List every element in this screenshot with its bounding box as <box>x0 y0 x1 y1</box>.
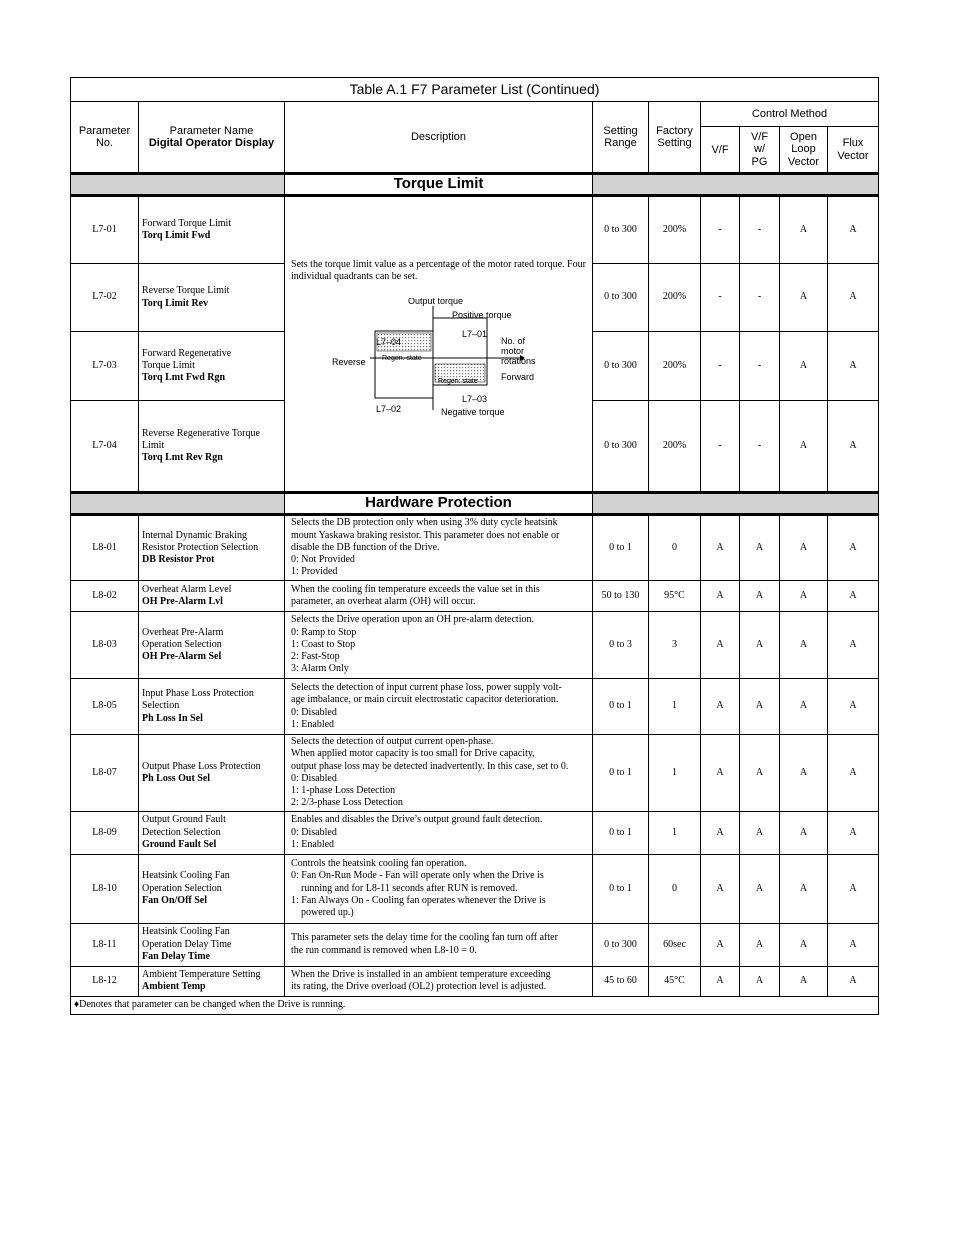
param-name-text: Operation Selection <box>142 882 222 894</box>
param-name-cell <box>139 401 285 493</box>
flux-vector-cell: A <box>828 923 879 966</box>
description-line: the run command is removed when L8-10 = 0. <box>291 944 477 956</box>
regen-state-label-upper: Regen. state <box>382 354 422 362</box>
description-line: When the cooling fin temperature exceeds the value set in this <box>291 583 540 595</box>
l7-01-label: L7–01 <box>462 328 488 339</box>
flux-vector-cell: A <box>828 854 879 923</box>
description-cell <box>285 515 593 581</box>
param-name-text: Output Phase Loss Protection <box>142 760 261 772</box>
description-cell <box>285 966 593 996</box>
factory-setting-cell: 1 <box>649 735 701 812</box>
vf-pg-cell: - <box>740 332 780 401</box>
section-header-torque-limit <box>71 174 879 196</box>
table-row <box>71 854 879 923</box>
param-name-text: Output Ground Fault <box>142 814 226 826</box>
param-name-text: Reverse Torque Limit <box>142 285 230 297</box>
open-loop-vector-cell: A <box>780 923 828 966</box>
param-no-cell: L8-02 <box>71 581 139 612</box>
factory-setting-cell: 95°C <box>649 581 701 612</box>
flux-vector-cell: A <box>828 515 879 581</box>
param-name-cell <box>139 966 285 996</box>
section-title-torque-limit: Torque Limit <box>285 174 593 196</box>
description-line: Selects the detection of input current phase loss, power supply volt- <box>291 681 562 693</box>
description-line: Selects the detection of output current open-phase. <box>291 736 494 747</box>
description-line: When applied motor capacity is too small for Drive capacity, <box>291 748 535 760</box>
param-name-text: Limit <box>142 439 165 451</box>
description-cell <box>285 679 593 735</box>
param-name-text: Ambient Temperature Setting <box>142 968 261 980</box>
factory-setting-cell: 60sec <box>649 923 701 966</box>
setting-range-cell: 0 to 1 <box>593 854 649 923</box>
param-name-text: Input Phase Loss Protection <box>142 688 254 700</box>
vf-pg-cell: A <box>740 581 780 612</box>
table-row <box>71 735 879 812</box>
description-cell <box>285 923 593 966</box>
vf-cell: A <box>701 612 740 679</box>
flux-vector-cell: A <box>828 679 879 735</box>
vf-pg-cell: A <box>740 515 780 581</box>
setting-range-cell: 0 to 1 <box>593 679 649 735</box>
table-row <box>71 811 879 854</box>
description-line: 0: Disabled <box>291 826 337 838</box>
reverse-label: Reverse <box>332 356 366 367</box>
section-fill-right <box>593 493 879 515</box>
table-title: Table A.1 F7 Parameter List (Continued) <box>71 78 879 102</box>
section-fill-left <box>71 174 285 196</box>
param-no-cell: L8-05 <box>71 679 139 735</box>
header-vf: V/F <box>701 127 740 174</box>
description-line: Selects the DB protection only when using 3% duty cycle heatsink <box>291 517 558 529</box>
header-control-method: Control Method <box>701 102 879 127</box>
flux-vector-cell: A <box>828 966 879 996</box>
param-no-cell: L8-07 <box>71 735 139 812</box>
section-fill-left <box>71 493 285 515</box>
description-line: 1: Enabled <box>291 718 335 730</box>
torque-description-text: Sets the torque limit value as a percentage of the motor rated torque. Four individual quadrants can be set. <box>291 259 586 283</box>
param-name-text: Operation Delay Time <box>142 938 232 950</box>
param-no-cell: L8-11 <box>71 923 139 966</box>
vf-cell: - <box>701 264 740 332</box>
param-name-text: Overheat Alarm Level <box>142 583 232 595</box>
setting-range-cell: 0 to 3 <box>593 612 649 679</box>
flux-vector-cell: A <box>828 735 879 812</box>
param-no-cell: L7-02 <box>71 264 139 332</box>
open-loop-vector-cell: A <box>780 515 828 581</box>
vf-pg-cell: A <box>740 612 780 679</box>
operator-display-text: Ph Loss In Sel <box>142 712 203 724</box>
forward-label: Forward <box>501 371 535 382</box>
vf-cell: A <box>701 923 740 966</box>
reverse-lower-box <box>375 358 433 398</box>
open-loop-vector-cell: A <box>780 581 828 612</box>
operator-display-text: Ground Fault Sel <box>142 838 217 850</box>
section-fill-right <box>593 174 879 196</box>
description-line: When the Drive is installed in an ambient temperature exceeding <box>291 968 551 980</box>
footnote: ♦Denotes that parameter can be changed when the Drive is running. <box>71 996 879 1014</box>
description-line: powered up.) <box>301 907 354 919</box>
table-row <box>71 515 879 581</box>
vf-cell: A <box>701 854 740 923</box>
description-cell <box>285 612 593 679</box>
description-line: 1: Fan Always On - Cooling fan operates whenever the Drive is <box>291 894 546 906</box>
vf-cell: A <box>701 581 740 612</box>
header-open-loop-vector: Open Loop Vector <box>780 127 828 174</box>
operator-display-text: OH Pre-Alarm Sel <box>142 651 222 663</box>
factory-setting-cell: 200% <box>649 196 701 264</box>
param-no-cell: L7-03 <box>71 332 139 401</box>
description-cell <box>285 854 593 923</box>
negative-torque-label: Negative torque <box>441 406 505 417</box>
open-loop-vector-cell: A <box>780 612 828 679</box>
param-name-cell <box>139 515 285 581</box>
open-loop-vector-cell: A <box>780 735 828 812</box>
vf-cell: A <box>701 515 740 581</box>
description-cell <box>285 811 593 854</box>
param-no-cell: L8-03 <box>71 612 139 679</box>
open-loop-vector-cell: A <box>780 854 828 923</box>
operator-display-text: Torq Limit Fwd <box>142 230 211 241</box>
vf-pg-cell: - <box>740 401 780 493</box>
param-name-text: Detection Selection <box>142 826 221 838</box>
factory-setting-cell: 200% <box>649 401 701 493</box>
section-header-hardware-protection <box>71 493 879 515</box>
setting-range-cell: 0 to 300 <box>593 923 649 966</box>
param-name-cell <box>139 196 285 264</box>
operator-display-text: Ph Loss Out Sel <box>142 772 211 784</box>
setting-range-cell: 0 to 1 <box>593 735 649 812</box>
table-row <box>71 196 879 264</box>
description-line: 0: Ramp to Stop <box>291 626 357 638</box>
param-name-text: Resistor Protection Selection <box>142 541 259 553</box>
vf-cell: A <box>701 735 740 812</box>
table-row <box>71 966 879 996</box>
rotations-label-3: rotations <box>501 355 536 366</box>
vf-cell: - <box>701 196 740 264</box>
param-name-cell <box>139 854 285 923</box>
param-no-cell: L7-01 <box>71 196 139 264</box>
flux-vector-cell: A <box>828 332 879 401</box>
open-loop-vector-cell: A <box>780 679 828 735</box>
description-line: 1: Coast to Stop <box>291 638 356 650</box>
header-param-no: Parameter No. <box>71 102 139 174</box>
param-no-cell: L8-01 <box>71 515 139 581</box>
parameter-table <box>70 77 879 1015</box>
param-name-text: Heatsink Cooling Fan <box>142 870 230 882</box>
open-loop-vector-cell: A <box>780 196 828 264</box>
setting-range-cell: 0 to 1 <box>593 515 649 581</box>
description-line: 0: Fan On-Run Mode - Fan will operate only when the Drive is <box>291 870 544 882</box>
param-name-cell <box>139 581 285 612</box>
description-line: 1: Provided <box>291 566 338 578</box>
description-line: its rating, the Drive overload (OL2) protection level is adjusted. <box>291 981 547 993</box>
operator-display-text: Fan Delay Time <box>142 950 210 962</box>
description-line: 1: Enabled <box>291 838 335 850</box>
description-line: 0: Disabled <box>291 706 337 718</box>
rotations-label-2: motor <box>501 345 525 356</box>
operator-display-text: Torq Lmt Fwd Rgn <box>142 372 226 384</box>
flux-vector-cell: A <box>828 612 879 679</box>
description-line: 1: 1-phase Loss Detection <box>291 785 396 797</box>
param-name-cell <box>139 811 285 854</box>
param-name-cell <box>139 612 285 679</box>
factory-setting-cell: 200% <box>649 332 701 401</box>
flux-vector-cell: A <box>828 196 879 264</box>
open-loop-vector-cell: A <box>780 966 828 996</box>
section-title-hardware-protection: Hardware Protection <box>285 493 593 515</box>
description-line: Controls the heatsink cooling fan operation. <box>291 858 467 870</box>
table-row <box>71 581 879 612</box>
open-loop-vector-cell: A <box>780 332 828 401</box>
flux-vector-cell: A <box>828 401 879 493</box>
output-torque-label: Output torque <box>408 297 464 306</box>
factory-setting-cell: 45°C <box>649 966 701 996</box>
vf-cell: - <box>701 401 740 493</box>
param-name-text: Torque Limit <box>142 359 195 371</box>
param-name-text: Heatsink Cooling Fan <box>142 926 230 938</box>
vf-pg-cell: A <box>740 923 780 966</box>
setting-range-cell: 0 to 300 <box>593 332 649 401</box>
header-vf-pg: V/F w/ PG <box>740 127 780 174</box>
vf-pg-cell: A <box>740 966 780 996</box>
setting-range-cell: 50 to 130 <box>593 581 649 612</box>
description-line: 0: Disabled <box>291 772 337 784</box>
description-line: parameter, an overheat alarm (OH) will occur. <box>291 596 476 607</box>
description-line: 0: Not Provided <box>291 554 355 566</box>
factory-setting-cell: 1 <box>649 811 701 854</box>
rotations-label-1: No. of <box>501 335 526 346</box>
vf-cell: - <box>701 332 740 401</box>
operator-display-text: Ambient Temp <box>142 981 206 993</box>
header-param-name: Parameter Name Digital Operator Display <box>139 102 285 174</box>
factory-setting-cell: 3 <box>649 612 701 679</box>
l7-03-label: L7–03 <box>462 393 488 404</box>
vf-pg-cell: - <box>740 196 780 264</box>
factory-setting-cell: 0 <box>649 854 701 923</box>
param-name-text: Forward Torque Limit <box>142 217 232 229</box>
description-line: disable the DB function of the Drive. <box>291 541 440 553</box>
description-cell <box>285 581 593 612</box>
param-name-text: Operation Selection <box>142 638 222 650</box>
setting-range-cell: 0 to 300 <box>593 196 649 264</box>
vf-pg-cell: A <box>740 854 780 923</box>
torque-limit-quadrant-diagram <box>330 298 550 438</box>
description-line: 2: Fast-Stop <box>291 651 340 663</box>
vf-cell: A <box>701 679 740 735</box>
vf-cell: A <box>701 811 740 854</box>
param-name-cell <box>139 679 285 735</box>
setting-range-cell: 45 to 60 <box>593 966 649 996</box>
factory-setting-cell: 0 <box>649 515 701 581</box>
description-line: 3: Alarm Only <box>291 663 349 675</box>
open-loop-vector-cell: A <box>780 401 828 493</box>
flux-vector-cell: A <box>828 811 879 854</box>
table-row <box>71 923 879 966</box>
positive-torque-label: Positive torque <box>452 309 512 320</box>
flux-vector-cell: A <box>828 264 879 332</box>
param-name-cell <box>139 264 285 332</box>
open-loop-vector-cell: A <box>780 811 828 854</box>
param-name-cell <box>139 332 285 401</box>
description-line: Selects the Drive operation upon an OH pre-alarm detection. <box>291 614 534 626</box>
factory-setting-cell: 200% <box>649 264 701 332</box>
description-line: mount Yaskawa braking resistor. This parameter does not enable or <box>291 529 560 541</box>
description-line: running and for L8-11 seconds after RUN is removed. <box>301 882 518 894</box>
header-setting-range: Setting Range <box>593 102 649 174</box>
regen-state-label-lower: Regen. state <box>438 377 478 385</box>
param-name-cell <box>139 735 285 812</box>
vf-pg-cell: A <box>740 735 780 812</box>
l7-02-label: L7–02 <box>376 403 402 414</box>
open-loop-vector-cell: A <box>780 264 828 332</box>
header-flux-vector: Flux Vector <box>828 127 879 174</box>
setting-range-cell: 0 to 300 <box>593 264 649 332</box>
param-name-text: Reverse Regenerative Torque <box>142 427 260 439</box>
description-cell <box>285 735 593 812</box>
description-line: age imbalance, or main circuit electrostatic capacitor deterioration. <box>291 694 559 706</box>
param-name-text: Selection <box>142 700 180 712</box>
table-row <box>71 679 879 735</box>
param-no-cell: L7-04 <box>71 401 139 493</box>
vf-pg-cell: - <box>740 264 780 332</box>
flux-vector-cell: A <box>828 581 879 612</box>
header-factory-setting: Factory Setting <box>649 102 701 174</box>
l7-04-label: L7–04 <box>376 336 402 347</box>
operator-display-text: Torq Lmt Rev Rgn <box>142 452 223 464</box>
param-no-cell: L8-10 <box>71 854 139 923</box>
setting-range-cell: 0 to 1 <box>593 811 649 854</box>
param-no-cell: L8-09 <box>71 811 139 854</box>
param-name-text: Internal Dynamic Braking <box>142 529 247 541</box>
factory-setting-cell: 1 <box>649 679 701 735</box>
operator-display-text: Torq Limit Rev <box>142 297 209 309</box>
param-name-text: Forward Regenerative <box>142 347 232 359</box>
description-line: Enables and disables the Drive’s output ground fault detection. <box>291 814 543 826</box>
param-no-cell: L8-12 <box>71 966 139 996</box>
table-row <box>71 612 879 679</box>
operator-display-text: Fan On/Off Sel <box>142 894 208 906</box>
footnote-row <box>71 996 879 1014</box>
param-name-text: Overheat Pre-Alarm <box>142 626 224 638</box>
vf-pg-cell: A <box>740 679 780 735</box>
description-line: output phase loss may be detected inadvertently. In this case, set to 0. <box>291 760 569 772</box>
setting-range-cell: 0 to 300 <box>593 401 649 493</box>
operator-display-text: OH Pre-Alarm Lvl <box>142 596 223 607</box>
description-line: This parameter sets the delay time for the cooling fan turn off after <box>291 932 558 944</box>
torque-limit-description <box>285 196 593 493</box>
operator-display-text: DB Resistor Prot <box>142 554 215 566</box>
vf-cell: A <box>701 966 740 996</box>
vf-pg-cell: A <box>740 811 780 854</box>
header-description: Description <box>285 102 593 174</box>
description-line: 2: 2/3-phase Loss Detection <box>291 797 403 809</box>
param-name-cell <box>139 923 285 966</box>
